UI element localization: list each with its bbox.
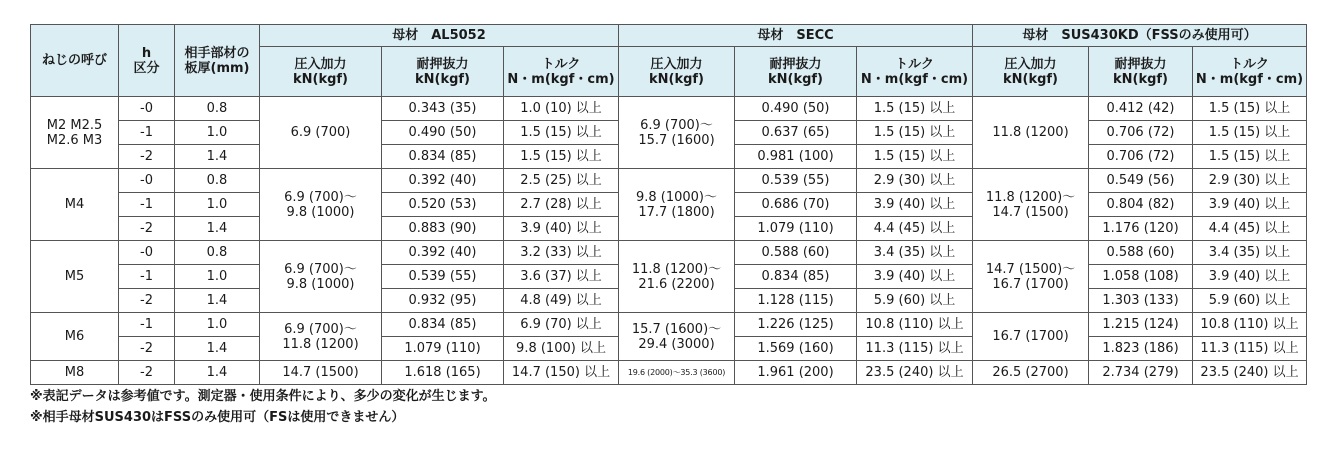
h-grade-cell: -2 xyxy=(119,337,175,361)
sus430kd-press-force-cell: 14.7 (1500)～ 16.7 (1700) xyxy=(973,241,1089,313)
secc-press-force-cell: 15.7 (1600)～ 29.4 (3000) xyxy=(619,313,735,361)
secc-torque-cell: 1.5 (15) 以上 xyxy=(857,145,973,169)
sus430kd-pull-out-cell: 1.823 (186) xyxy=(1089,337,1193,361)
sus430kd-torque-cell: 3.9 (40) 以上 xyxy=(1193,265,1307,289)
al5052-pull-out-cell: 0.539 (55) xyxy=(382,265,504,289)
sus430kd-torque-cell: 1.5 (15) 以上 xyxy=(1193,145,1307,169)
al5052-torque-cell: 6.9 (70) 以上 xyxy=(504,313,619,337)
al5052-torque-cell: 1.5 (15) 以上 xyxy=(504,121,619,145)
secc-pull-out-cell: 0.490 (50) xyxy=(735,97,857,121)
al5052-press-force-cell: 6.9 (700)～ 9.8 (1000) xyxy=(260,169,382,241)
secc-torque-cell: 5.9 (60) 以上 xyxy=(857,289,973,313)
secc-torque-cell: 1.5 (15) 以上 xyxy=(857,121,973,145)
sus430kd-pull-out-cell: 0.549 (56) xyxy=(1089,169,1193,193)
secc-torque-cell: 1.5 (15) 以上 xyxy=(857,97,973,121)
al5052-pull-out-cell: 0.392 (40) xyxy=(382,241,504,265)
h-grade-cell: -1 xyxy=(119,121,175,145)
note-sus430-usage: ※相手母材SUS430はFSSのみ使用可（FSは使用できません） xyxy=(30,410,405,425)
thickness-cell: 0.8 xyxy=(175,169,260,193)
al5052-pull-out-cell: 0.490 (50) xyxy=(382,121,504,145)
secc-press-force-cell: 9.8 (1000)～ 17.7 (1800) xyxy=(619,169,735,241)
header-press-force: 圧入加力 kN(kgf) xyxy=(260,47,382,97)
header-mating-thickness: 相手部材の 板厚(mm) xyxy=(175,25,260,97)
thickness-cell: 1.0 xyxy=(175,265,260,289)
header-pull-out: 耐押抜力 kN(kgf) xyxy=(382,47,504,97)
notes xyxy=(30,387,496,429)
secc-pull-out-cell: 0.539 (55) xyxy=(735,169,857,193)
sus430kd-torque-cell: 11.3 (115) 以上 xyxy=(1193,337,1307,361)
sus430kd-pull-out-cell: 1.303 (133) xyxy=(1089,289,1193,313)
sus430kd-pull-out-cell: 1.215 (124) xyxy=(1089,313,1193,337)
al5052-pull-out-cell: 0.392 (40) xyxy=(382,169,504,193)
al5052-pull-out-cell: 1.618 (165) xyxy=(382,361,504,385)
table-row xyxy=(31,241,1307,265)
spec-table xyxy=(30,24,1307,385)
sus430kd-torque-cell: 10.8 (110) 以上 xyxy=(1193,313,1307,337)
h-grade-cell: -2 xyxy=(119,289,175,313)
al5052-torque-cell: 3.9 (40) 以上 xyxy=(504,217,619,241)
screw-size-cell: M5 xyxy=(31,241,119,313)
secc-pull-out-cell: 1.961 (200) xyxy=(735,361,857,385)
header-material-al5052: 母材 AL5052 xyxy=(260,25,619,47)
al5052-torque-cell: 9.8 (100) 以上 xyxy=(504,337,619,361)
secc-pull-out-cell: 1.079 (110) xyxy=(735,217,857,241)
header-h-grade: h 区分 xyxy=(119,25,175,97)
al5052-torque-cell: 3.6 (37) 以上 xyxy=(504,265,619,289)
h-grade-cell: -2 xyxy=(119,361,175,385)
al5052-pull-out-cell: 0.932 (95) xyxy=(382,289,504,313)
sus430kd-torque-cell: 23.5 (240) 以上 xyxy=(1193,361,1307,385)
secc-torque-cell: 4.4 (45) 以上 xyxy=(857,217,973,241)
sus430kd-pull-out-cell: 0.588 (60) xyxy=(1089,241,1193,265)
secc-press-force-cell: 6.9 (700)～ 15.7 (1600) xyxy=(619,97,735,169)
al5052-pull-out-cell: 0.834 (85) xyxy=(382,313,504,337)
header-torque: トルク N・m(kgf・cm) xyxy=(504,47,619,97)
secc-torque-cell: 11.3 (115) 以上 xyxy=(857,337,973,361)
h-grade-cell: -2 xyxy=(119,145,175,169)
table-row xyxy=(31,97,1307,121)
secc-torque-cell: 3.9 (40) 以上 xyxy=(857,265,973,289)
secc-torque-cell: 3.4 (35) 以上 xyxy=(857,241,973,265)
sus430kd-torque-cell: 1.5 (15) 以上 xyxy=(1193,97,1307,121)
screw-size-cell: M8 xyxy=(31,361,119,385)
al5052-pull-out-cell: 0.883 (90) xyxy=(382,217,504,241)
al5052-pull-out-cell: 0.834 (85) xyxy=(382,145,504,169)
al5052-torque-cell: 2.7 (28) 以上 xyxy=(504,193,619,217)
secc-torque-cell: 2.9 (30) 以上 xyxy=(857,169,973,193)
thickness-cell: 0.8 xyxy=(175,241,260,265)
header-pull-out: 耐押抜力 kN(kgf) xyxy=(1089,47,1193,97)
thickness-cell: 1.0 xyxy=(175,193,260,217)
thickness-cell: 1.4 xyxy=(175,217,260,241)
h-grade-cell: -0 xyxy=(119,169,175,193)
header-press-force: 圧入加力 kN(kgf) xyxy=(973,47,1089,97)
sus430kd-pull-out-cell: 0.804 (82) xyxy=(1089,193,1193,217)
sus430kd-pull-out-cell: 1.176 (120) xyxy=(1089,217,1193,241)
secc-pull-out-cell: 0.834 (85) xyxy=(735,265,857,289)
al5052-torque-cell: 1.5 (15) 以上 xyxy=(504,145,619,169)
sus430kd-torque-cell: 2.9 (30) 以上 xyxy=(1193,169,1307,193)
secc-pull-out-cell: 0.588 (60) xyxy=(735,241,857,265)
table-row xyxy=(31,361,1307,385)
thickness-cell: 1.4 xyxy=(175,145,260,169)
al5052-press-force-cell: 6.9 (700)～ 9.8 (1000) xyxy=(260,241,382,313)
note-reference-values: ※表記データは参考値です。測定器・使用条件により、多少の変化が生じます。 xyxy=(30,389,496,404)
header-torque: トルク N・m(kgf・cm) xyxy=(1193,47,1307,97)
sus430kd-pull-out-cell: 2.734 (279) xyxy=(1089,361,1193,385)
al5052-press-force-cell: 6.9 (700)～ 11.8 (1200) xyxy=(260,313,382,361)
sus430kd-pull-out-cell: 0.412 (42) xyxy=(1089,97,1193,121)
sus430kd-pull-out-cell: 0.706 (72) xyxy=(1089,121,1193,145)
thickness-cell: 1.4 xyxy=(175,289,260,313)
sus430kd-torque-cell: 3.4 (35) 以上 xyxy=(1193,241,1307,265)
sus430kd-torque-cell: 5.9 (60) 以上 xyxy=(1193,289,1307,313)
header-press-force: 圧入加力 kN(kgf) xyxy=(619,47,735,97)
al5052-press-force-cell: 6.9 (700) xyxy=(260,97,382,169)
table-body xyxy=(31,97,1307,385)
sus430kd-press-force-cell: 26.5 (2700) xyxy=(973,361,1089,385)
table-row xyxy=(31,313,1307,337)
al5052-torque-cell: 3.2 (33) 以上 xyxy=(504,241,619,265)
thickness-cell: 1.4 xyxy=(175,361,260,385)
thickness-cell: 1.0 xyxy=(175,121,260,145)
secc-pull-out-cell: 0.637 (65) xyxy=(735,121,857,145)
sus430kd-press-force-cell: 16.7 (1700) xyxy=(973,313,1089,361)
secc-pull-out-cell: 1.226 (125) xyxy=(735,313,857,337)
thickness-cell: 0.8 xyxy=(175,97,260,121)
sus430kd-pull-out-cell: 1.058 (108) xyxy=(1089,265,1193,289)
sus430kd-torque-cell: 1.5 (15) 以上 xyxy=(1193,121,1307,145)
sus430kd-torque-cell: 3.9 (40) 以上 xyxy=(1193,193,1307,217)
al5052-pull-out-cell: 0.520 (53) xyxy=(382,193,504,217)
al5052-torque-cell: 4.8 (49) 以上 xyxy=(504,289,619,313)
sus430kd-press-force-cell: 11.8 (1200) xyxy=(973,97,1089,169)
secc-press-force-cell: 19.6 (2000)～35.3 (3600) xyxy=(619,361,735,385)
al5052-pull-out-cell: 1.079 (110) xyxy=(382,337,504,361)
al5052-press-force-cell: 14.7 (1500) xyxy=(260,361,382,385)
header-material-secc: 母材 SECC xyxy=(619,25,973,47)
secc-torque-cell: 10.8 (110) 以上 xyxy=(857,313,973,337)
sus430kd-press-force-cell: 11.8 (1200)～ 14.7 (1500) xyxy=(973,169,1089,241)
secc-pull-out-cell: 1.128 (115) xyxy=(735,289,857,313)
h-grade-cell: -0 xyxy=(119,241,175,265)
h-grade-cell: -2 xyxy=(119,217,175,241)
sus430kd-torque-cell: 4.4 (45) 以上 xyxy=(1193,217,1307,241)
al5052-torque-cell: 14.7 (150) 以上 xyxy=(504,361,619,385)
al5052-torque-cell: 1.0 (10) 以上 xyxy=(504,97,619,121)
thickness-cell: 1.0 xyxy=(175,313,260,337)
secc-pull-out-cell: 0.686 (70) xyxy=(735,193,857,217)
header-material-sus430kd: 母材 SUS430KD（FSSのみ使用可） xyxy=(973,25,1307,47)
screw-size-cell: M4 xyxy=(31,169,119,241)
secc-press-force-cell: 11.8 (1200)～ 21.6 (2200) xyxy=(619,241,735,313)
sus430kd-pull-out-cell: 0.706 (72) xyxy=(1089,145,1193,169)
header-row-1 xyxy=(31,25,1307,47)
secc-pull-out-cell: 1.569 (160) xyxy=(735,337,857,361)
header-torque: トルク N・m(kgf・cm) xyxy=(857,47,973,97)
table-row xyxy=(31,169,1307,193)
al5052-pull-out-cell: 0.343 (35) xyxy=(382,97,504,121)
h-grade-cell: -1 xyxy=(119,313,175,337)
secc-pull-out-cell: 0.981 (100) xyxy=(735,145,857,169)
secc-torque-cell: 23.5 (240) 以上 xyxy=(857,361,973,385)
h-grade-cell: -1 xyxy=(119,265,175,289)
header-pull-out: 耐押抜力 kN(kgf) xyxy=(735,47,857,97)
h-grade-cell: -1 xyxy=(119,193,175,217)
screw-size-cell: M2 M2.5 M2.6 M3 xyxy=(31,97,119,169)
h-grade-cell: -0 xyxy=(119,97,175,121)
thickness-cell: 1.4 xyxy=(175,337,260,361)
screw-size-cell: M6 xyxy=(31,313,119,361)
header-screw-size: ねじの呼び xyxy=(31,25,119,97)
al5052-torque-cell: 2.5 (25) 以上 xyxy=(504,169,619,193)
secc-torque-cell: 3.9 (40) 以上 xyxy=(857,193,973,217)
